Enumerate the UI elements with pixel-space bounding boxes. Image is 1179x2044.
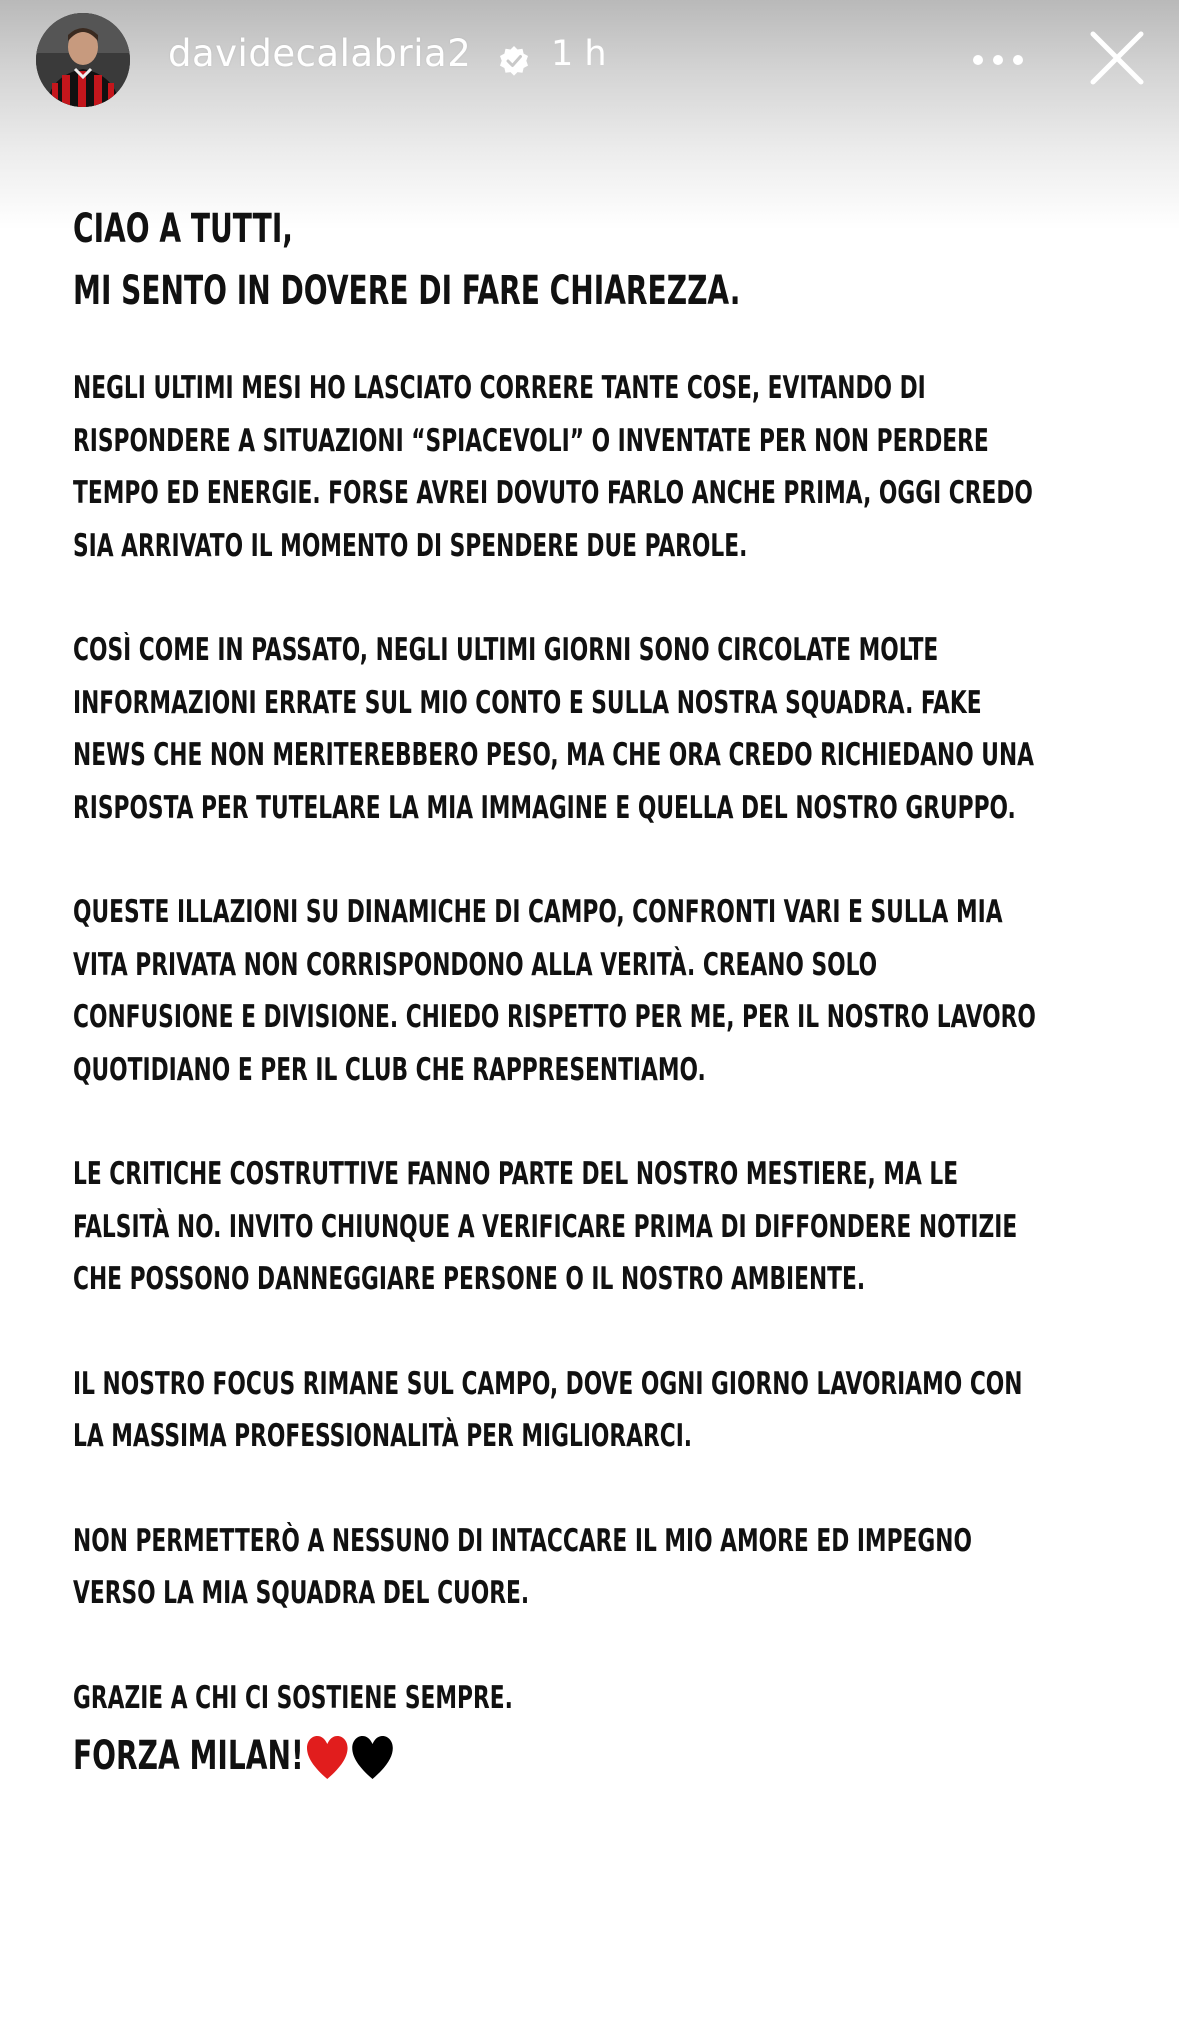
avatar[interactable] bbox=[36, 13, 130, 107]
paragraph bbox=[73, 886, 1126, 1096]
text-line: TEMPO ED ENERGIE. FORSE AVREI DOVUTO FARLO ANCHE PRIMA, OGGI CREDO bbox=[73, 475, 1033, 511]
text-line: NEWS CHE NON MERITEREBBERO PESO, MA CHE ORA CREDO RICHIEDANO UNA bbox=[73, 737, 1034, 773]
text-line: LE CRITICHE COSTRUTTIVE FANNO PARTE DEL NOSTRO MESTIERE, MA LE bbox=[73, 1156, 959, 1192]
text-line: FALSITÀ NO. INVITO CHIUNQUE A VERIFICARE PRIMA DI DIFFONDERE NOTIZIE bbox=[73, 1208, 1018, 1245]
text-line: VITA PRIVATA NON CORRISPONDONO ALLA VERITÀ. CREANO SOLO bbox=[73, 946, 878, 983]
paragraph bbox=[73, 1515, 1126, 1620]
text-line: QUOTIDIANO E PER IL CLUB CHE RAPPRESENTIAMO. bbox=[73, 1051, 706, 1088]
story-header bbox=[0, 0, 1179, 120]
paragraph bbox=[73, 362, 1126, 572]
text-line: RISPOSTA PER TUTELARE LA MIA IMMAGINE E QUELLA DEL NOSTRO GRUPPO. bbox=[73, 789, 1016, 826]
text-line: COSÌ COME IN PASSATO, NEGLI ULTIMI GIORNI SONO CIRCOLATE MOLTE bbox=[73, 632, 939, 668]
black-heart-icon bbox=[351, 1735, 395, 1781]
greeting bbox=[73, 198, 1087, 322]
username[interactable]: davidecalabria2 bbox=[168, 32, 472, 75]
text-line: RISPONDERE A SITUAZIONI “SPIACEVOLI” O INVENTATE PER NON PERDERE bbox=[73, 422, 989, 459]
verified-badge-icon bbox=[497, 44, 531, 78]
text-line: SIA ARRIVATO IL MOMENTO DI SPENDERE DUE PAROLE. bbox=[73, 527, 748, 564]
text-line: IL NOSTRO FOCUS RIMANE SUL CAMPO, DOVE OGNI GIORNO LAVORIAMO CON bbox=[73, 1365, 1023, 1402]
greeting-line: CIAO A TUTTI, bbox=[73, 206, 293, 252]
text-line: NON PERMETTERÒ A NESSUNO DI INTACCARE IL MIO AMORE ED IMPEGNO bbox=[73, 1522, 972, 1559]
paragraph bbox=[73, 1358, 1126, 1463]
sign-off-row bbox=[73, 1724, 1126, 1788]
closing-line: GRAZIE A CHI CI SOSTIENE SEMPRE. bbox=[73, 1679, 513, 1716]
text-line: QUESTE ILLAZIONI SU DINAMICHE DI CAMPO, CONFRONTI VARI E SULLA MIA bbox=[73, 894, 1003, 930]
closing bbox=[73, 1672, 1126, 1789]
story-text bbox=[73, 198, 1123, 1788]
paragraph bbox=[73, 624, 1126, 834]
paragraph bbox=[73, 1148, 1126, 1306]
text-line: NEGLI ULTIMI MESI HO LASCIATO CORRERE TANTE COSE, EVITANDO DI bbox=[73, 370, 926, 406]
text-line: INFORMAZIONI ERRATE SUL MIO CONTO E SULLA NOSTRA SQUADRA. FAKE bbox=[73, 684, 982, 721]
post-time: 1 h bbox=[551, 34, 607, 74]
greeting-line: MI SENTO IN DOVERE DI FARE CHIAREZZA. bbox=[73, 268, 741, 314]
text-line: CONFUSIONE E DIVISIONE. CHIEDO RISPETTO PER ME, PER IL NOSTRO LAVORO bbox=[73, 999, 1036, 1035]
more-options-icon[interactable] bbox=[968, 40, 1028, 80]
text-line: CHE POSSONO DANNEGGIARE PERSONE O IL NOSTRO AMBIENTE. bbox=[73, 1261, 866, 1297]
text-line: VERSO LA MIA SQUADRA DEL CUORE. bbox=[73, 1575, 530, 1611]
close-icon[interactable] bbox=[1085, 26, 1149, 90]
sign-off: FORZA MILAN! bbox=[73, 1733, 304, 1779]
text-line: LA MASSIMA PROFESSIONALITÀ PER MIGLIORARCI. bbox=[73, 1418, 693, 1454]
red-heart-icon bbox=[305, 1735, 349, 1781]
